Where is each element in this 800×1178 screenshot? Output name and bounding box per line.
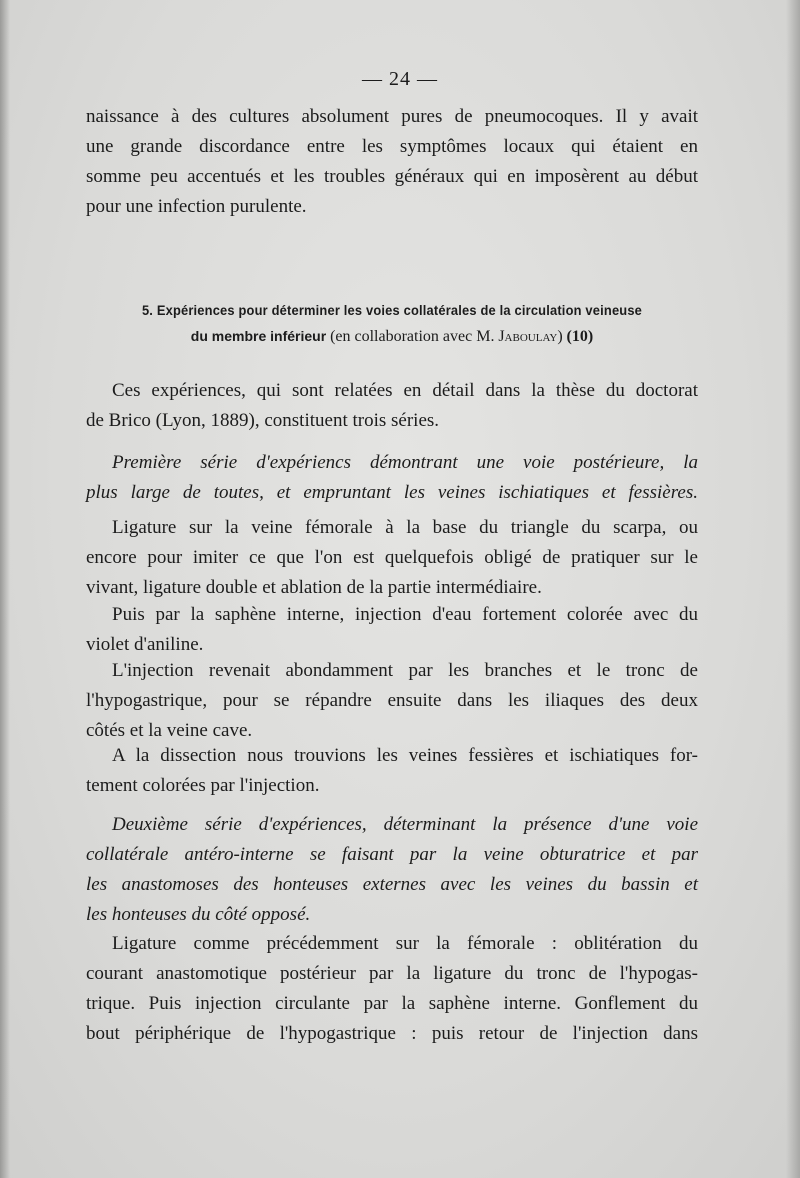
section-heading-subject: du membre inférieur [190, 328, 327, 344]
text-line: Ces expériences, qui sont relatées en détail dans la thèse du doctorat [112, 380, 698, 401]
text-line: collatérale antéro-interne se faisant par la veine obturatrice et par [86, 844, 698, 865]
paragraph-continuation [86, 102, 698, 222]
text-line: les anastomoses des honteuses externes avec les veines du bassin et [86, 874, 698, 895]
text-line: encore pour imiter ce que l'on est quelquefois obligé de pratiquer sur le [86, 547, 698, 568]
text-line: Première série d'expériencs démontrant une voie postérieure, la [112, 452, 698, 473]
text-line: plus large de toutes, et empruntant les veines ischiatiques et fessières. [86, 482, 698, 503]
section-heading-ref: (10) [566, 328, 594, 345]
text-line: bout périphérique de l'hypogastrique : puis retour de l'injection dans [86, 1023, 698, 1044]
text-line: vivant, ligature double et ablation de la partie intermédiaire. [86, 577, 542, 598]
text-line: les honteuses du côté opposé. [86, 904, 311, 925]
section-heading-line2 [86, 323, 698, 350]
text-line: l'hypogastrique, pour se répandre ensuite dans les iliaques des deux [86, 690, 698, 711]
paragraph-second-series-title [86, 810, 698, 930]
paragraph-first-series-title [86, 448, 698, 508]
text-line: somme peu accentués et les troubles généraux qui en imposèrent au début [86, 166, 698, 187]
text-line: Ligature comme précédemment sur la fémorale : oblitération du [112, 933, 698, 954]
text-line: courant anastomotique postérieur par la ligature du tronc de l'hypogas- [86, 963, 698, 984]
section-heading-line1: 5. Expériences pour déterminer les voies collatérales de la circulation veineuse [141, 302, 643, 318]
text-line: pour une infection purulente. [86, 196, 307, 217]
text-line: L'injection revenait abondamment par les branches et le tronc de [112, 660, 698, 681]
text-line: naissance à des cultures absolument pures de pneumocoques. Il y avait [86, 106, 698, 127]
paragraph-injection [86, 600, 698, 660]
section-heading [86, 297, 698, 350]
paragraph-ligature [86, 513, 698, 603]
text-line: A la dissection nous trouvions les veines fessières et ischiatiques for- [112, 745, 698, 766]
text-line: côtés et la veine cave. [86, 720, 253, 741]
text-line: trique. Puis injection circulante par la saphène interne. Gonflement du [86, 993, 698, 1014]
text-line: violet d'aniline. [86, 634, 204, 655]
section-heading-name: Jaboulay [498, 328, 558, 345]
text-line: Deuxième série d'expériences, déterminant la présence d'une voie [112, 814, 698, 835]
paragraph-return [86, 656, 698, 746]
section-heading-collab: (en collaboration avec M. [330, 328, 495, 345]
paragraph-dissection [86, 741, 698, 801]
paragraph-second-ligature [86, 929, 698, 1049]
page-edge-right [786, 0, 800, 1178]
section-heading-close: ) [557, 328, 563, 345]
text-line: tement colorées par l'injection. [86, 775, 320, 796]
page-number: — 24 — [362, 68, 438, 90]
text-line: une grande discordance entre les symptômes locaux qui étaient en [86, 136, 698, 157]
page-edge-left [0, 0, 10, 1178]
text-line: Puis par la saphène interne, injection d'eau fortement colorée avec du [112, 604, 698, 625]
paragraph-intro [86, 376, 698, 436]
text-line: de Brico (Lyon, 1889), constituent trois séries. [86, 410, 440, 431]
text-line: Ligature sur la veine fémorale à la base du triangle du scarpa, ou [112, 517, 698, 538]
